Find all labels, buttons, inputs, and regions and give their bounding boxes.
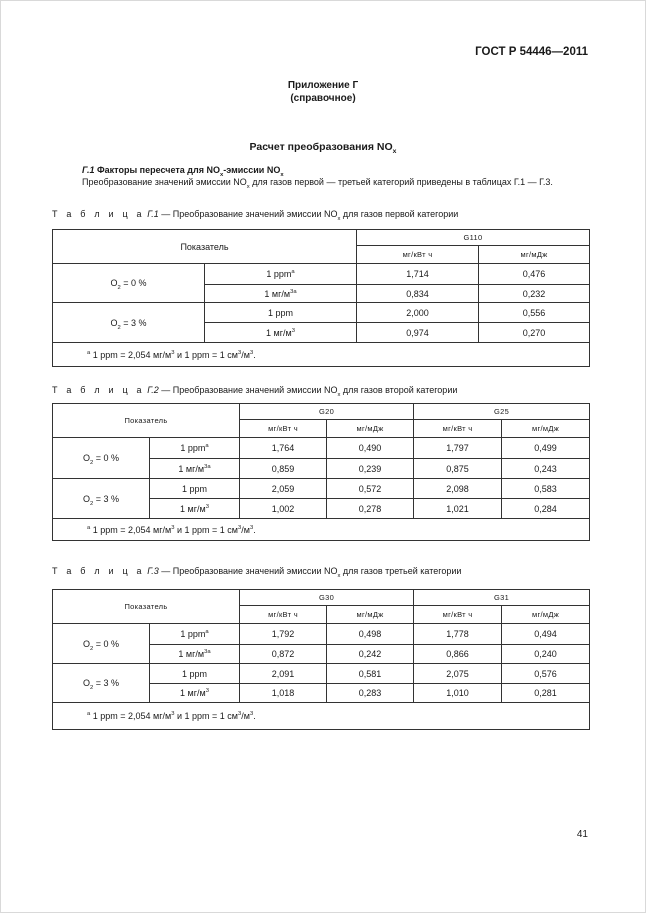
value-cell: 1,021 (414, 499, 502, 519)
value-cell: 0,872 (240, 645, 327, 664)
value-cell: 2,000 (357, 303, 479, 323)
section-text-a: Преобразование значений эмиссии NO (82, 177, 247, 187)
header-indicator: Показатель (53, 230, 357, 264)
unit-mgm3: 1 $мг/м^{3a}$ (150, 645, 240, 664)
unit-ppm: 1 ppm (150, 664, 240, 684)
unit-mgm3: 1 $мг/м^3$ (150, 684, 240, 703)
caption-text-end: для газов третьей категории (340, 566, 462, 576)
section-title-sub2: x (280, 172, 284, 178)
value-cell: 2,091 (240, 664, 327, 684)
section-title-b: -эмиссии NO (223, 165, 281, 175)
section-title (82, 165, 284, 178)
o2-zero-label: $O_2 = 0$ % (53, 624, 150, 664)
header-gas-group: G30 (240, 590, 414, 606)
value-cell: 0,281 (502, 684, 590, 703)
value-cell: 0,240 (502, 645, 590, 664)
table-note-row (53, 519, 590, 541)
value-cell: 1,002 (240, 499, 327, 519)
value-cell: 0,490 (327, 438, 414, 459)
page-number: 41 (576, 829, 588, 840)
caption-text: — Преобразование значений эмиссии NO (158, 566, 338, 576)
table-header-row (53, 230, 590, 246)
header-indicator: Показатель (53, 590, 240, 624)
unit-ppm: 1 ppm$^a$ (150, 438, 240, 459)
table-3-caption (52, 566, 462, 579)
header-gas-group: G25 (414, 404, 590, 420)
table-row (53, 624, 590, 645)
value-cell: 0,583 (502, 479, 590, 499)
table-header-row (53, 404, 590, 420)
main-title-sub: x (392, 148, 397, 155)
table-row (53, 438, 590, 459)
value-cell: 0,270 (479, 323, 590, 343)
table-label: Т а б л и ц а (52, 209, 145, 219)
unit-mgm3: 1 $мг/м^3$ (150, 499, 240, 519)
value-cell: 0,974 (357, 323, 479, 343)
value-cell: 0,283 (327, 684, 414, 703)
table-1 (52, 229, 590, 367)
value-cell: 0,243 (502, 459, 590, 479)
value-cell: 2,098 (414, 479, 502, 499)
header-unit-kwh: мг/кВт ч (240, 606, 327, 624)
o2-three-label: $O_2 = 3$ % (53, 664, 150, 703)
table-2 (52, 403, 590, 541)
section-text (82, 177, 553, 190)
value-cell: 0,499 (502, 438, 590, 459)
header-gas-group: G110 (357, 230, 590, 246)
section-number: Г.1 (82, 165, 95, 175)
value-cell: 0,498 (327, 624, 414, 645)
table-3 (52, 589, 590, 730)
header-unit-mj: мг/мДж (479, 246, 590, 264)
value-cell: 0,556 (479, 303, 590, 323)
section-title-sub1: x (219, 172, 224, 178)
caption-text-end: для газов первой категории (340, 209, 459, 219)
value-cell: 1,010 (414, 684, 502, 703)
unit-mgm3: 1 $мг/м^{3a}$ (205, 285, 357, 303)
o2-three-label: $O_2 = 3$ % (53, 303, 205, 343)
value-cell: 0,859 (240, 459, 327, 479)
header-unit-kwh: мг/кВт ч (414, 606, 502, 624)
table-row (53, 479, 590, 499)
appendix-title: Приложение Г (287, 80, 359, 91)
unit-ppm: 1 ppm (150, 479, 240, 499)
value-cell: 0,278 (327, 499, 414, 519)
appendix-subtitle: (справочное) (290, 93, 356, 104)
table-1-caption (52, 209, 459, 222)
value-cell: 0,232 (479, 285, 590, 303)
header-unit-kwh: мг/кВт ч (414, 420, 502, 438)
value-cell: 1,792 (240, 624, 327, 645)
table-label: Т а б л и ц а (52, 385, 145, 395)
unit-ppm: 1 ppm (205, 303, 357, 323)
value-cell: 0,284 (502, 499, 590, 519)
o2-three-label: $O_2 = 3$ % (53, 479, 150, 519)
header-gas-group: G31 (414, 590, 590, 606)
value-cell: 0,572 (327, 479, 414, 499)
header-unit-kwh: мг/кВт ч (240, 420, 327, 438)
table-footnote: $^a$ 1 ppm = 2,054 $мг/м^3$ и 1 ppm = 1 $см^3/м^3$. (53, 343, 590, 367)
table-number: Г.1 (147, 209, 159, 219)
value-cell: 0,875 (414, 459, 502, 479)
header-unit-mj: мг/мДж (502, 420, 590, 438)
section-title-a: Факторы пересчета для NO (96, 165, 220, 175)
header-unit-kwh: мг/кВт ч (357, 246, 479, 264)
caption-text: — Преобразование значений эмиссии NO (158, 209, 338, 219)
table-row (53, 303, 590, 323)
main-title (0, 141, 646, 153)
value-cell: 0,239 (327, 459, 414, 479)
caption-sub: x (337, 216, 341, 222)
header-unit-mj: мг/мДж (327, 606, 414, 624)
o2-zero-label: $O_2 = 0$ % (53, 438, 150, 479)
standard-number: ГОСТ Р 54446—2011 (475, 46, 588, 58)
value-cell: 0,576 (502, 664, 590, 684)
table-number: Г.3 (147, 566, 159, 576)
main-title-text: Расчет преобразования NO (249, 141, 393, 153)
header-unit-mj: мг/мДж (327, 420, 414, 438)
table-label: Т а б л и ц а (52, 566, 145, 576)
value-cell: 2,075 (414, 664, 502, 684)
value-cell: 2,059 (240, 479, 327, 499)
caption-text-end: для газов второй категории (340, 385, 458, 395)
value-cell: 0,494 (502, 624, 590, 645)
table-number: Г.2 (147, 385, 159, 395)
table-row (53, 664, 590, 684)
table-row (53, 264, 590, 285)
value-cell: 1,714 (357, 264, 479, 285)
table-footnote: $^a$ 1 ppm = 2,054 $мг/м^3$ и 1 ppm = 1 $см^3/м^3$. (53, 703, 590, 730)
table-header-row (53, 590, 590, 606)
table-2-caption (52, 385, 458, 398)
caption-sub: x (337, 573, 341, 579)
unit-mgm3: 1 $мг/м^3$ (205, 323, 357, 343)
unit-ppm: 1 ppm$^a$ (205, 264, 357, 285)
o2-zero-label: $O_2 = 0$ % (53, 264, 205, 303)
value-cell: 1,018 (240, 684, 327, 703)
unit-mgm3: 1 $мг/м^{3a}$ (150, 459, 240, 479)
section-text-b: для газов первой — третьей категорий приведены в таблицах Г.1 — Г.3. (249, 177, 553, 187)
section-text-sub: x (246, 184, 250, 190)
table-footnote: $^a$ 1 ppm = 2,054 $мг/м^3$ и 1 ppm = 1 $см^3/м^3$. (53, 519, 590, 541)
unit-ppm: 1 ppm$^a$ (150, 624, 240, 645)
value-cell: 0,866 (414, 645, 502, 664)
caption-sub: x (337, 392, 341, 398)
table-note-row (53, 703, 590, 730)
value-cell: 1,797 (414, 438, 502, 459)
value-cell: 0,834 (357, 285, 479, 303)
header-gas-group: G20 (240, 404, 414, 420)
header-unit-mj: мг/мДж (502, 606, 590, 624)
caption-text: — Преобразование значений эмиссии NO (158, 385, 338, 395)
value-cell: 0,242 (327, 645, 414, 664)
value-cell: 1,778 (414, 624, 502, 645)
value-cell: 0,581 (327, 664, 414, 684)
header-indicator: Показатель (53, 404, 240, 438)
table-note-row (53, 343, 590, 367)
value-cell: 1,764 (240, 438, 327, 459)
value-cell: 0,476 (479, 264, 590, 285)
